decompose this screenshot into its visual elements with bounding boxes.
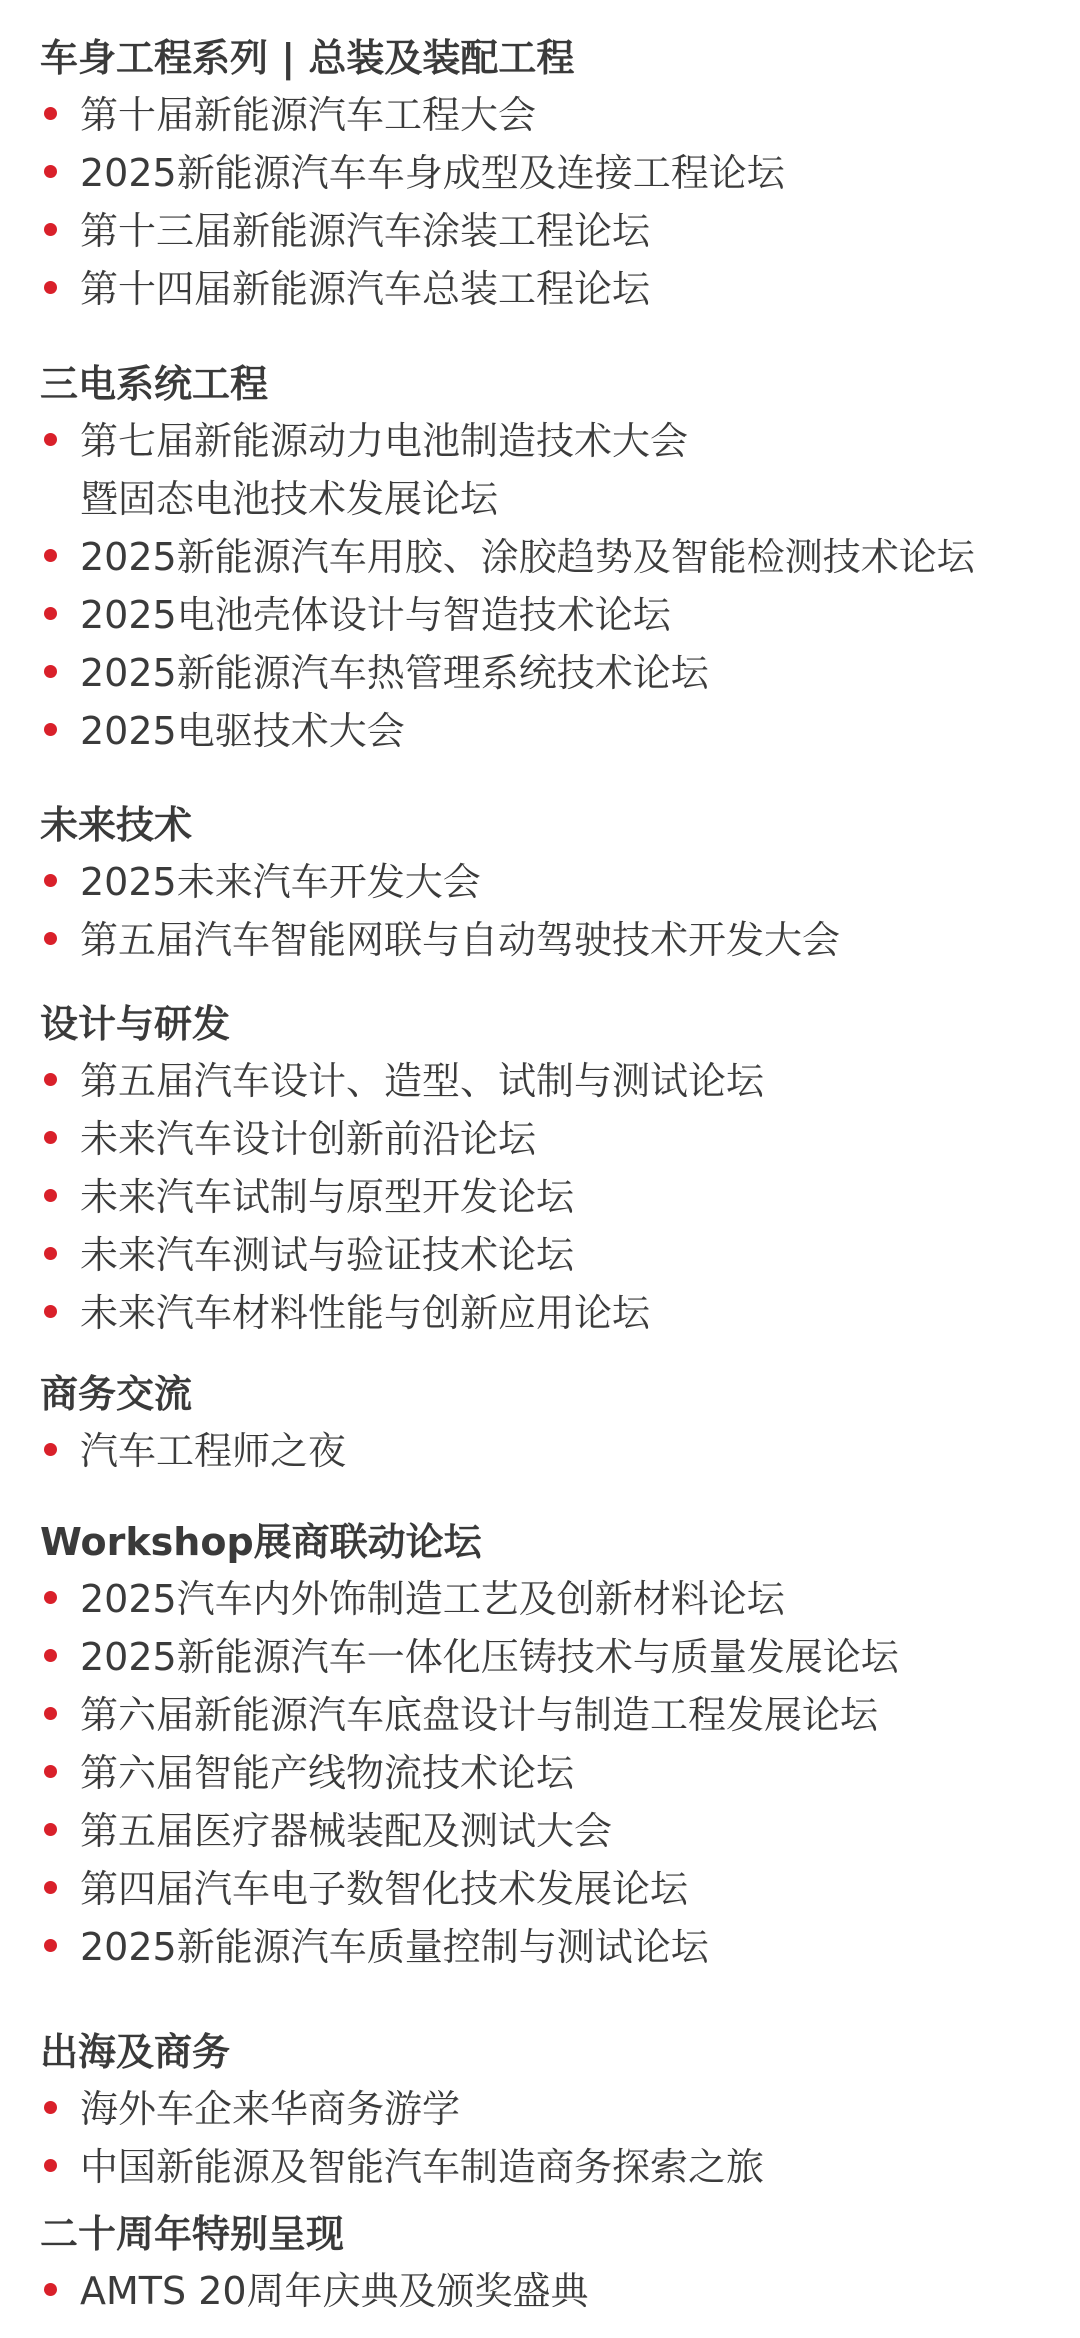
list-item-label: 第十四届新能源汽车总装工程论坛 xyxy=(80,267,651,311)
bullet-dot-icon xyxy=(44,1305,57,1318)
list-item xyxy=(40,1686,1070,1744)
list-item-label: 第六届新能源汽车底盘设计与制造工程发展论坛 xyxy=(80,1693,879,1737)
bullet-dot-icon xyxy=(44,1443,57,1456)
list-item xyxy=(40,412,1070,521)
section-heading: 出海及商务 xyxy=(40,2030,231,2074)
list-item-label: 第五届汽车设计、造型、试制与测试论坛 xyxy=(80,1059,765,1103)
list-item-label: 第十三届新能源汽车涂装工程论坛 xyxy=(80,209,651,253)
bullet-dot-icon xyxy=(44,665,57,678)
list-item-label: 第六届智能产线物流技术论坛 xyxy=(80,1751,575,1795)
list-item xyxy=(40,1226,1070,1284)
section-heading: 三电系统工程 xyxy=(40,362,269,406)
section-heading: 二十周年特别呈现 xyxy=(40,2212,345,2256)
bullet-dot-icon xyxy=(44,165,57,178)
bullet-dot-icon xyxy=(44,1823,57,1836)
list-item-label: 第七届新能源动力电池制造技术大会 xyxy=(80,419,689,463)
list-item-label: 第十届新能源汽车工程大会 xyxy=(80,93,537,137)
list-item-label: 第五届汽车智能网联与自动驾驶技术开发大会 xyxy=(80,918,841,962)
list-item xyxy=(40,1168,1070,1226)
bullet-dot-icon xyxy=(44,2283,57,2296)
list-item-label: 2025汽车内外饰制造工艺及创新材料论坛 xyxy=(80,1577,785,1621)
list-item-label: 未来汽车材料性能与创新应用论坛 xyxy=(80,1291,651,1335)
list-item-label: 未来汽车试制与原型开发论坛 xyxy=(80,1175,575,1219)
list-item-label: AMTS 20周年庆典及颁奖盛典 xyxy=(80,2269,589,2313)
list-item-label: 2025新能源汽车热管理系统技术论坛 xyxy=(80,651,709,695)
list-item-label: 2025新能源汽车车身成型及连接工程论坛 xyxy=(80,151,785,195)
list-item xyxy=(40,911,1070,969)
list-item xyxy=(40,1628,1070,1686)
bullet-dot-icon xyxy=(44,874,57,887)
list-item-label: 2025电池壳体设计与智造技术论坛 xyxy=(80,593,671,637)
list-item xyxy=(40,260,1070,318)
list-item-label: 2025未来汽车开发大会 xyxy=(80,860,481,904)
bullet-dot-icon xyxy=(44,1649,57,1662)
bullet-dot-icon xyxy=(44,1765,57,1778)
list-item xyxy=(40,1860,1070,1918)
bullet-dot-icon xyxy=(44,1189,57,1202)
list-item xyxy=(40,1422,1070,1480)
list-item xyxy=(40,586,1070,644)
list-item-label: 未来汽车测试与验证技术论坛 xyxy=(80,1233,575,1277)
list-item-label: 海外车企来华商务游学 xyxy=(80,2087,461,2131)
bullet-dot-icon xyxy=(44,932,57,945)
list-item xyxy=(40,1918,1070,1976)
list-item xyxy=(40,2262,1070,2320)
bullet-dot-icon xyxy=(44,433,57,446)
list-item xyxy=(40,2080,1070,2138)
section-heading: 商务交流 xyxy=(40,1372,193,1416)
bullet-dot-icon xyxy=(44,281,57,294)
list-item xyxy=(40,1570,1070,1628)
list-item xyxy=(40,1744,1070,1802)
list-item-label: 2025新能源汽车质量控制与测试论坛 xyxy=(80,1925,709,1969)
list-item-label: 2025新能源汽车用胶、涂胶趋势及智能检测技术论坛 xyxy=(80,535,975,579)
list-item xyxy=(40,853,1070,911)
list-item-label: 汽车工程师之夜 xyxy=(80,1429,347,1473)
list-item xyxy=(40,1802,1070,1860)
list-item xyxy=(40,144,1070,202)
list-item xyxy=(40,1052,1070,1110)
list-item xyxy=(40,2138,1070,2196)
bullet-dot-icon xyxy=(44,223,57,236)
list-item xyxy=(40,644,1070,702)
bullet-dot-icon xyxy=(44,107,57,120)
list-item xyxy=(40,702,1070,760)
bullet-dot-icon xyxy=(44,1939,57,1952)
bullet-dot-icon xyxy=(44,723,57,736)
list-item xyxy=(40,528,1070,586)
list-item-label: 未来汽车设计创新前沿论坛 xyxy=(80,1117,537,1161)
list-item-label: 中国新能源及智能汽车制造商务探索之旅 xyxy=(80,2145,765,2189)
list-item-label-continuation: 暨固态电池技术发展论坛 xyxy=(80,477,499,521)
list-item xyxy=(40,86,1070,144)
section-heading: 未来技术 xyxy=(40,803,193,847)
bullet-dot-icon xyxy=(44,1707,57,1720)
bullet-dot-icon xyxy=(44,1073,57,1086)
bullet-dot-icon xyxy=(44,549,57,562)
section-heading: 车身工程系列 | 总装及装配工程 xyxy=(40,36,575,80)
bullet-dot-icon xyxy=(44,2101,57,2114)
list-item-label: 2025电驱技术大会 xyxy=(80,709,405,753)
list-item xyxy=(40,202,1070,260)
list-item xyxy=(40,1284,1070,1342)
list-item-label: 2025新能源汽车一体化压铸技术与质量发展论坛 xyxy=(80,1635,899,1679)
bullet-dot-icon xyxy=(44,1131,57,1144)
bullet-dot-icon xyxy=(44,1881,57,1894)
section-heading: Workshop展商联动论坛 xyxy=(40,1520,482,1564)
bullet-dot-icon xyxy=(44,1247,57,1260)
bullet-dot-icon xyxy=(44,607,57,620)
bullet-dot-icon xyxy=(44,2159,57,2172)
list-item-label: 第四届汽车电子数智化技术发展论坛 xyxy=(80,1867,689,1911)
bullet-dot-icon xyxy=(44,1591,57,1604)
list-item xyxy=(40,1110,1070,1168)
list-item-label: 第五届医疗器械装配及测试大会 xyxy=(80,1809,613,1853)
section-heading: 设计与研发 xyxy=(40,1002,231,1046)
